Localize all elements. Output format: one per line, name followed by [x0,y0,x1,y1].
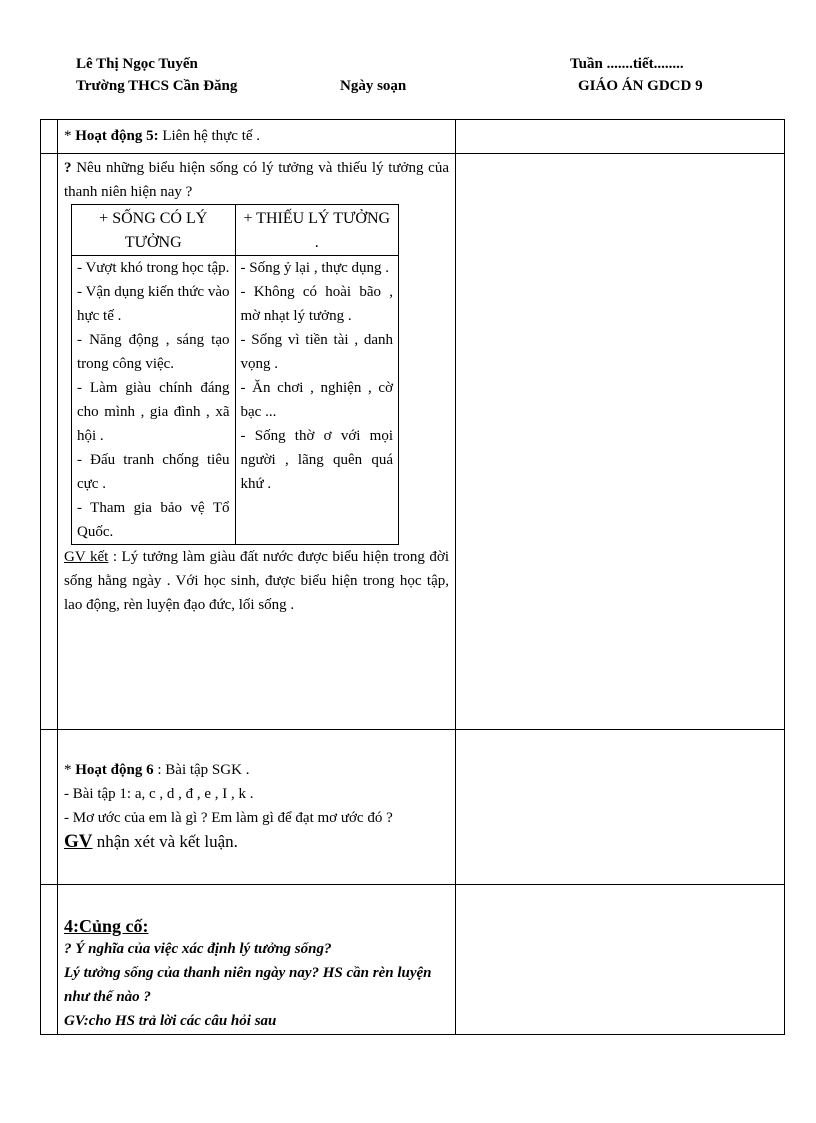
row-question [41,154,785,730]
list-item: - Ăn chơi , nghiện , cờ bạc ... [240,380,393,420]
comparison-table [71,204,399,545]
row-activity-5 [41,120,785,154]
gv-comment: nhận xét và kết luận. [92,832,238,851]
list-item: - Sống thờ ơ với mọi người , lãng quên quá khứ . [240,428,393,492]
list-item: - Sống vì tiền tài , danh vọng . [240,332,393,372]
list-item: - Vận dụng kiến thức vào hực tế . [77,284,230,324]
activity-6-cell [58,730,456,885]
consolidation-title: 4:Củng cố: [64,916,149,936]
list-item: - Làm giàu chính đáng cho mình , gia đình , xã hội . [77,380,230,444]
right-column [235,256,399,545]
empty-cell [456,120,785,154]
lesson-table [40,119,785,1035]
right-header: + THIẾU LÝ TƯỞNG . [235,205,399,256]
gv-conclusion-label: GV kết [64,549,109,565]
author-name: Lê Thị Ngọc Tuyến [76,56,198,72]
left-header: + SỐNG CÓ LÝ TƯỞNG [72,205,236,256]
question-mark: ? [64,160,72,176]
empty-cell [456,885,785,1035]
margin-cell [41,154,58,730]
consolidation-instruction: GV:cho HS trả lời các câu hỏi sau [64,1013,277,1029]
row-consolidation [41,885,785,1035]
date-label: Ngày soạn [340,78,407,94]
consolidation-cell [58,885,456,1035]
bullet-star: * [64,762,76,778]
gv-conclusion-text: : Lý tưởng làm giàu đất nước được biểu hiện trong đời sống hằng ngày . Với học sinh, được biểu hiện trong học tập, lao động, rèn luyện đạo đức, lối sống . [64,549,449,613]
question-text: Nêu những biểu hiện sống có lý tưởng và thiếu lý tưởng của thanh niên hiện nay ? [64,160,449,200]
consolidation-question-2: Lý tưởng sống của thanh niên ngày nay? HS cần rèn luyện như thế nào ? [64,965,432,1005]
list-item: - Tham gia bảo vệ Tổ Quốc. [77,500,230,540]
plan-title: GIÁO ÁN GDCD 9 [578,78,703,94]
margin-cell [41,885,58,1035]
activity-5-title: Hoạt động 5: [75,128,159,144]
consolidation-question-1: ? Ý nghĩa của việc xác định lý tưởng sống? [64,941,332,957]
question-cell [58,154,456,730]
left-column [72,256,236,545]
empty-cell [456,730,785,885]
school-name: Trường THCS Cần Đăng [76,78,238,94]
activity-6-text: : Bài tập SGK . [153,762,250,778]
bullet-star: * [64,128,76,144]
exercise-line: - Bài tập 1: a, c , d , đ , e , I , k . [64,786,254,802]
activity-6-title: Hoạt động 6 [75,762,154,778]
empty-cell [456,154,785,730]
dream-question: - Mơ ước của em là gì ? Em làm gì để đạt mơ ước đó ? [64,810,393,826]
list-item: - Năng động , sáng tạo trong công việc. [77,332,230,372]
margin-cell [41,730,58,885]
margin-cell [41,120,58,154]
list-item: - Sống ỷ lại , thực dụng . [240,260,390,276]
list-item: - Vượt khó trong học tập. [77,260,230,276]
gv-label: GV [64,831,93,852]
activity-5-text: Liên hệ thực tế . [158,128,261,144]
week-label: Tuần .......tiết........ [570,56,684,72]
list-item: - Không có hoài bão , mờ nhạt lý tưởng . [240,284,393,324]
list-item: - Đấu tranh chống tiêu cực . [77,452,230,492]
row-activity-6 [41,730,785,885]
activity-5-cell [58,120,456,154]
